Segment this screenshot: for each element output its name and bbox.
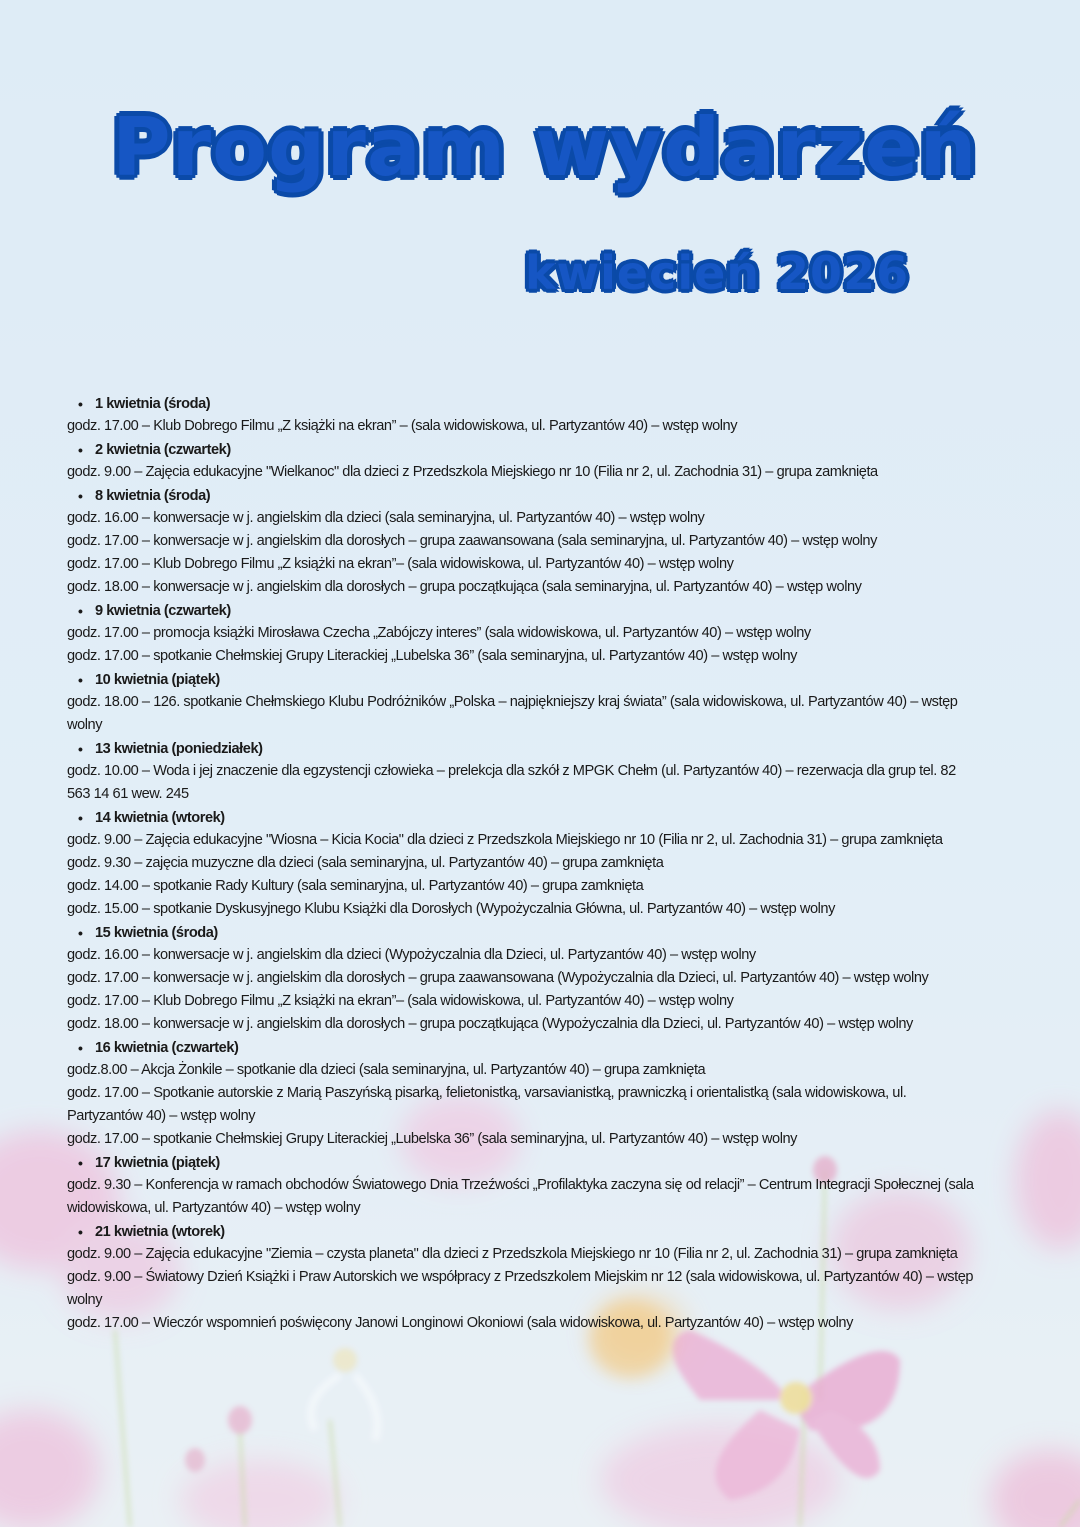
day-section xyxy=(67,1220,1027,1335)
events-program xyxy=(67,392,1027,1335)
event-item: godz. 17.00 – Wieczór wspomnień poświęcony Janowi Longinowi Okoniowi (sala widowiskowa, ul. Partyzantów 40) – wstęp wolny xyxy=(67,1315,853,1331)
day-date: 14 kwietnia (wtorek) xyxy=(95,809,225,826)
event-item: godz. 18.00 – konwersacje w j. angielskim dla dorosłych – grupa początkująca (sala seminaryjna, ul. Partyzantów 40) – wstęp wolny xyxy=(67,579,862,595)
event-item: godz. 17.00 – konwersacje w j. angielskim dla dorosłych – grupa zaawansowana (Wypożyczalnia dla Dzieci, ul. Partyzantów 40) – wstęp wolny xyxy=(67,970,929,986)
event-item: godz. 9.00 – Zajęcia edukacyjne "Wielkanoc" dla dzieci z Przedszkola Miejskiego nr 10 (Filia nr 2, ul. Zachodnia 31) – grupa zamknięta xyxy=(67,464,878,480)
event-item: godz. 17.00 – spotkanie Chełmskiej Grupy Literackiej „Lubelska 36” (sala seminaryjna, ul. Partyzantów 40) – wstęp wolny xyxy=(67,1131,798,1147)
day-section xyxy=(67,438,1027,484)
event-item: godz. 9.00 – Światowy Dzień Książki i Praw Autorskich we współpracy z Przedszkolem Miejskim nr 12 (sala widowiskowa, ul. Partyzantów 40) – wstęp wolny xyxy=(67,1269,974,1308)
bullet-icon: • xyxy=(78,395,83,412)
event-item: godz.8.00 – Akcja Żonkile – spotkanie dla dzieci (sala seminaryjna, ul. Partyzantów 40) – grupa zamknięta xyxy=(67,1062,706,1078)
day-date: 1 kwietnia (środa) xyxy=(95,395,211,412)
day-section xyxy=(67,806,1027,921)
event-item: godz. 17.00 – Klub Dobrego Filmu „Z książki na ekran”– (sala widowiskowa, ul. Partyzantów 40) – wstęp wolny xyxy=(67,556,734,572)
bullet-icon: • xyxy=(78,1223,83,1240)
event-item: godz. 9.00 – Zajęcia edukacyjne "Ziemia – czysta planeta" dla dzieci z Przedszkola Miejskiego nr 10 (Filia nr 2, ul. Zachodnia 31) – grupa zamknięta xyxy=(67,1246,958,1262)
day-section xyxy=(67,737,1027,806)
event-item: godz. 10.00 – Woda i jej znaczenie dla egzystencji człowieka – prelekcja dla szkół z MPGK Chełm (ul. Partyzantów 40) – rezerwacja dla grup tel. 82 563 14 61 wew. 245 xyxy=(67,763,956,802)
event-item: godz. 9.30 – Konferencja w ramach obchodów Światowego Dnia Trzeźwości „Profilaktyka zaczyna się od relacji” – Centrum Integracji Społecznej (sala widowiskowa, ul. Partyzantów 40) – wstęp wolny xyxy=(67,1177,974,1216)
event-item: godz. 17.00 – spotkanie Chełmskiej Grupy Literackiej „Lubelska 36” (sala seminaryjna, ul. Partyzantów 40) – wstęp wolny xyxy=(67,648,798,664)
day-date: 16 kwietnia (czwartek) xyxy=(95,1039,239,1056)
day-date: 13 kwietnia (poniedziałek) xyxy=(95,740,263,757)
event-item: godz. 18.00 – konwersacje w j. angielskim dla dorosłych – grupa początkująca (Wypożyczalnia dla Dzieci, ul. Partyzantów 40) – wstęp wolny xyxy=(67,1016,913,1032)
day-date: 10 kwietnia (piątek) xyxy=(95,671,220,688)
event-item: godz. 9.00 – Zajęcia edukacyjne "Wiosna – Kicia Kocia" dla dzieci z Przedszkola Miejskiego nr 10 (Filia nr 2, ul. Zachodnia 31) – grupa zamknięta xyxy=(67,832,943,848)
day-date: 17 kwietnia (piątek) xyxy=(95,1154,220,1171)
bullet-icon: • xyxy=(78,671,83,688)
bullet-icon: • xyxy=(78,924,83,941)
event-item: godz. 15.00 – spotkanie Dyskusyjnego Klubu Książki dla Dorosłych (Wypożyczalnia Główna, ul. Partyzantów 40) – wstęp wolny xyxy=(67,901,835,917)
day-date: 15 kwietnia (środa) xyxy=(95,924,218,941)
event-item: godz. 17.00 – konwersacje w j. angielskim dla dorosłych – grupa zaawansowana (sala seminaryjna, ul. Partyzantów 40) – wstęp wolny xyxy=(67,533,877,549)
event-item: godz. 14.00 – spotkanie Rady Kultury (sala seminaryjna, ul. Partyzantów 40) – grupa zamknięta xyxy=(67,878,644,894)
event-item: godz. 9.30 – zajęcia muzyczne dla dzieci (sala seminaryjna, ul. Partyzantów 40) – grupa zamknięta xyxy=(67,855,664,871)
day-section xyxy=(67,599,1027,668)
day-section xyxy=(67,921,1027,1036)
bullet-icon: • xyxy=(78,602,83,619)
event-item: godz. 18.00 – 126. spotkanie Chełmskiego Klubu Podróżników „Polska – najpiękniejszy kraj świata” (sala widowiskowa, ul. Partyzantów 40) – wstęp wolny xyxy=(67,694,958,733)
event-item: godz. 16.00 – konwersacje w j. angielskim dla dzieci (Wypożyczalnia dla Dzieci, ul. Partyzantów 40) – wstęp wolny xyxy=(67,947,756,963)
day-section xyxy=(67,1036,1027,1151)
event-item: godz. 16.00 – konwersacje w j. angielskim dla dzieci (sala seminaryjna, ul. Partyzantów 40) – wstęp wolny xyxy=(67,510,705,526)
day-section xyxy=(67,484,1027,599)
day-date: 21 kwietnia (wtorek) xyxy=(95,1223,225,1240)
page-subtitle-month: kwiecień 2026 xyxy=(525,246,910,300)
bullet-icon: • xyxy=(78,487,83,504)
day-section xyxy=(67,668,1027,737)
day-date: 8 kwietnia (środa) xyxy=(95,487,211,504)
page-title: Program wydarzeń xyxy=(112,101,978,194)
day-date: 9 kwietnia (czwartek) xyxy=(95,602,231,619)
event-item: godz. 17.00 – Spotkanie autorskie z Marią Paszyńską pisarką, felietonistką, varsavianistką, prawniczką i orientalistką (sala widowiskowa, ul. Partyzantów 40) – wstęp wolny xyxy=(67,1085,907,1124)
day-section xyxy=(67,392,1027,438)
day-section xyxy=(67,1151,1027,1220)
event-item: godz. 17.00 – Klub Dobrego Filmu „Z książki na ekran”– (sala widowiskowa, ul. Partyzantów 40) – wstęp wolny xyxy=(67,993,734,1009)
bullet-icon: • xyxy=(78,740,83,757)
bullet-icon: • xyxy=(78,809,83,826)
bullet-icon: • xyxy=(78,1039,83,1056)
event-item: godz. 17.00 – promocja książki Mirosława Czecha „Zabójczy interes” (sala widowiskowa, ul. Partyzantów 40) – wstęp wolny xyxy=(67,625,811,641)
event-item: godz. 17.00 – Klub Dobrego Filmu „Z książki na ekran” – (sala widowiskowa, ul. Partyzantów 40) – wstęp wolny xyxy=(67,418,738,434)
bullet-icon: • xyxy=(78,441,83,458)
bullet-icon: • xyxy=(78,1154,83,1171)
day-date: 2 kwietnia (czwartek) xyxy=(95,441,231,458)
